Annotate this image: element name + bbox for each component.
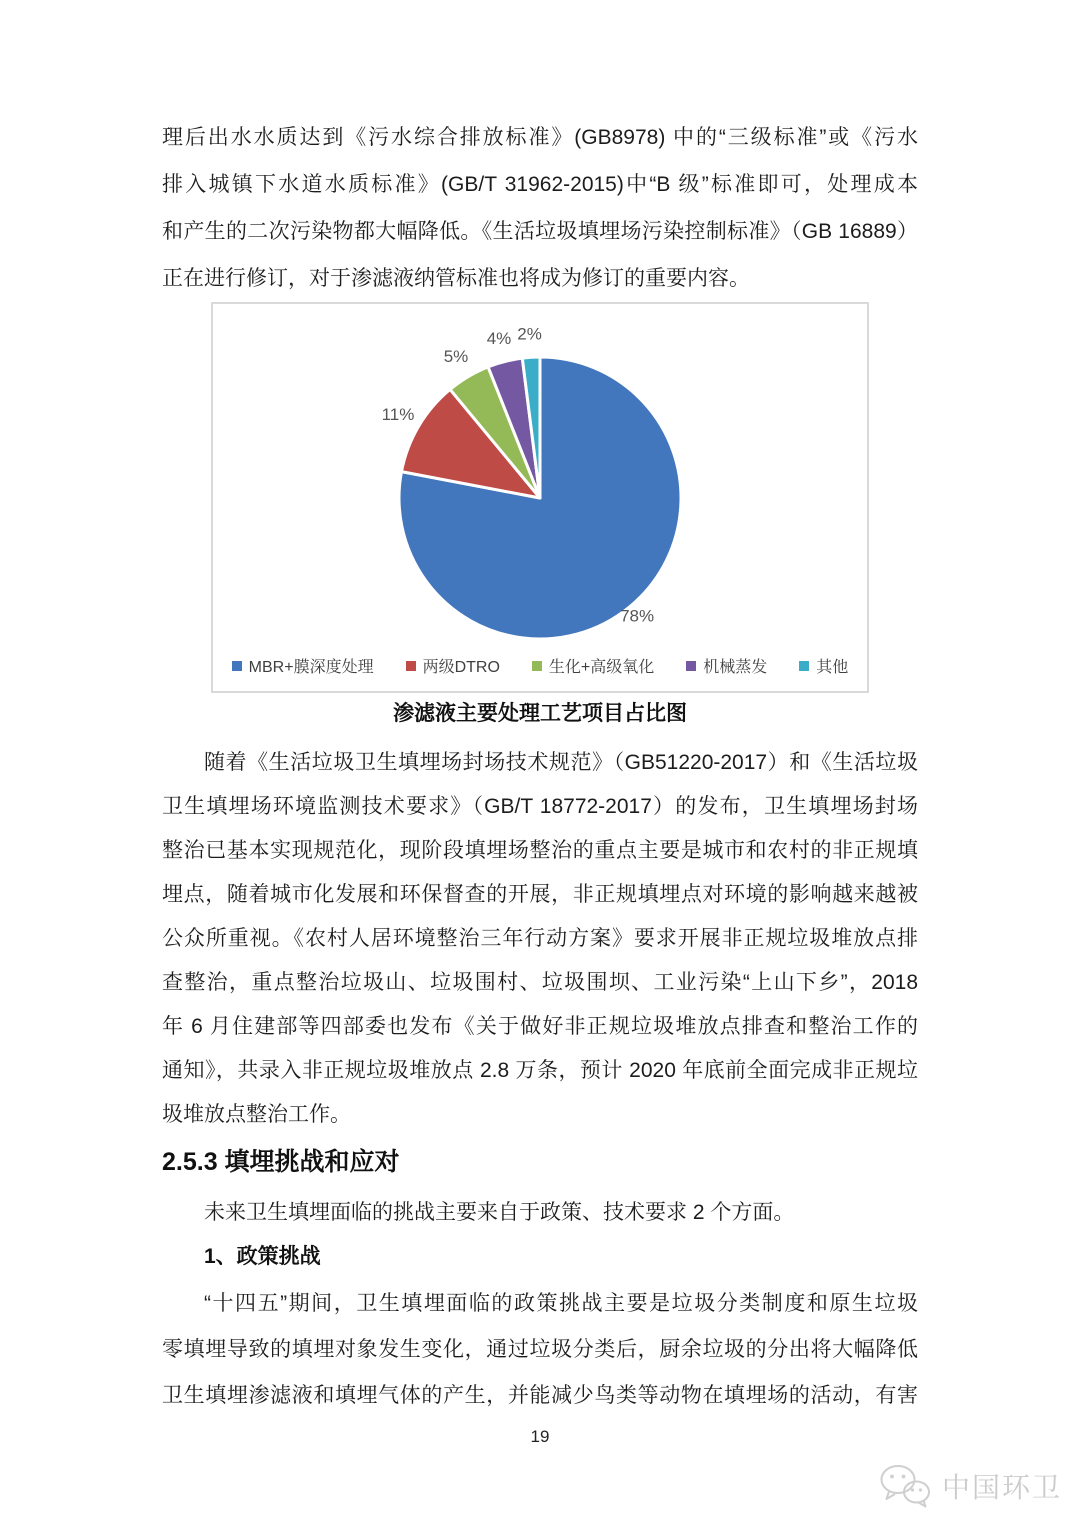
watermark — [878, 1463, 1062, 1509]
text-line: 年 6 月住建部等四部委也发布《关于做好非正规垃圾堆放点排查和整治工作的 — [162, 1015, 918, 1038]
page-number: 19 — [530, 1427, 550, 1446]
legend-item-4 — [799, 654, 848, 677]
section-heading: 2.5.3 填埋挑战和应对 — [162, 1148, 400, 1176]
text-line: 未来卫生填埋面临的挑战主要来自于政策、技术要求 2 个方面。 — [204, 1201, 795, 1224]
legend-item-2 — [532, 654, 654, 677]
text-line: 卫生填埋渗滤液和填埋气体的产生，并能减少鸟类等动物在填埋场的活动，有害 — [162, 1384, 918, 1407]
text-line: 埋点，随着城市化发展和环保督查的开展，非正规填埋点对环境的影响越来越被 — [162, 883, 918, 906]
paragraph-challenges-intro — [162, 1191, 918, 1235]
text-line: 随着《生活垃圾卫生填埋场封场技术规范》（GB51220-2017）和《生活垃圾 — [204, 751, 918, 774]
text-line: 零填埋导致的填埋对象发生变化，通过垃圾分类后，厨余垃圾的分出将大幅降低 — [162, 1338, 918, 1361]
legend-label: 机械蒸发 — [703, 659, 768, 676]
watermark-text: 中国环卫 — [941, 1472, 1062, 1503]
text-line: 理后出水水质达到《污水综合排放标准》(GB8978) 中的“三级标准”或《污水 — [162, 126, 918, 149]
pie-value-label: 4% — [486, 329, 512, 349]
paragraph-leachate-standards — [162, 114, 918, 302]
text-line: 整治已基本实现规范化，现阶段填埋场整治的重点主要是城市和农村的非正规填 — [162, 839, 918, 862]
legend-item-0 — [232, 654, 374, 677]
legend-swatch — [686, 661, 696, 671]
legend-item-1 — [406, 654, 500, 677]
text-line: 排入城镇下水道水质标准》(GB/T 31962-2015)中“B 级”标准即可，处理成本 — [162, 173, 918, 196]
pie-value-label: 11% — [381, 405, 415, 424]
text-line: 通知》，共录入非正规垃圾堆放点 2.8 万条，预计 2020 年底前全面完成非正规垃 — [162, 1059, 918, 1082]
wechat-icon — [878, 1463, 932, 1509]
legend-swatch — [799, 661, 809, 671]
pie-chart-panel — [211, 302, 869, 693]
text-line: 卫生填埋场环境监测技术要求》（GB/T 18772-2017）的发布，卫生填埋场封场 — [162, 795, 918, 818]
text-line: 公众所重视。《农村人居环境整治三年行动方案》要求开展非正规垃圾堆放点排 — [162, 927, 918, 950]
chart-caption: 渗滤液主要处理工艺项目占比图 — [393, 702, 687, 725]
legend-item-3 — [686, 654, 767, 677]
pie-chart — [215, 308, 865, 648]
legend-swatch — [232, 661, 242, 671]
text-line: 和产生的二次污染物都大幅降低。《生活垃圾填埋场污染控制标准》（GB 16889） — [162, 220, 918, 243]
legend-swatch — [406, 661, 416, 671]
text-line: 正在进行修订，对于渗滤液纳管标准也将成为修订的重要内容。 — [162, 267, 750, 290]
legend-label: 生化+高级氧化 — [548, 659, 655, 676]
legend-label: 两级DTRO — [422, 659, 500, 676]
pie-value-label: 5% — [443, 347, 469, 366]
paragraph-closure-regulation — [162, 741, 918, 1137]
subsection-heading: 1、政策挑战 — [204, 1245, 321, 1268]
chart-legend — [213, 648, 867, 691]
text-line: 圾堆放点整治工作。 — [162, 1103, 351, 1126]
paragraph-policy-challenge — [162, 1281, 918, 1419]
legend-label: MBR+膜深度处理 — [248, 659, 374, 676]
legend-swatch — [532, 661, 542, 671]
pie-value-label: 2% — [517, 324, 542, 344]
legend-label: 其他 — [816, 659, 849, 676]
text-line: “十四五”期间，卫生填埋面临的政策挑战主要是垃圾分类制度和原生垃圾 — [204, 1292, 918, 1315]
pie-value-label: 78% — [620, 606, 655, 626]
text-line: 查整治，重点整治垃圾山、垃圾围村、垃圾围坝、工业污染“上山下乡”，2018 — [162, 971, 918, 994]
